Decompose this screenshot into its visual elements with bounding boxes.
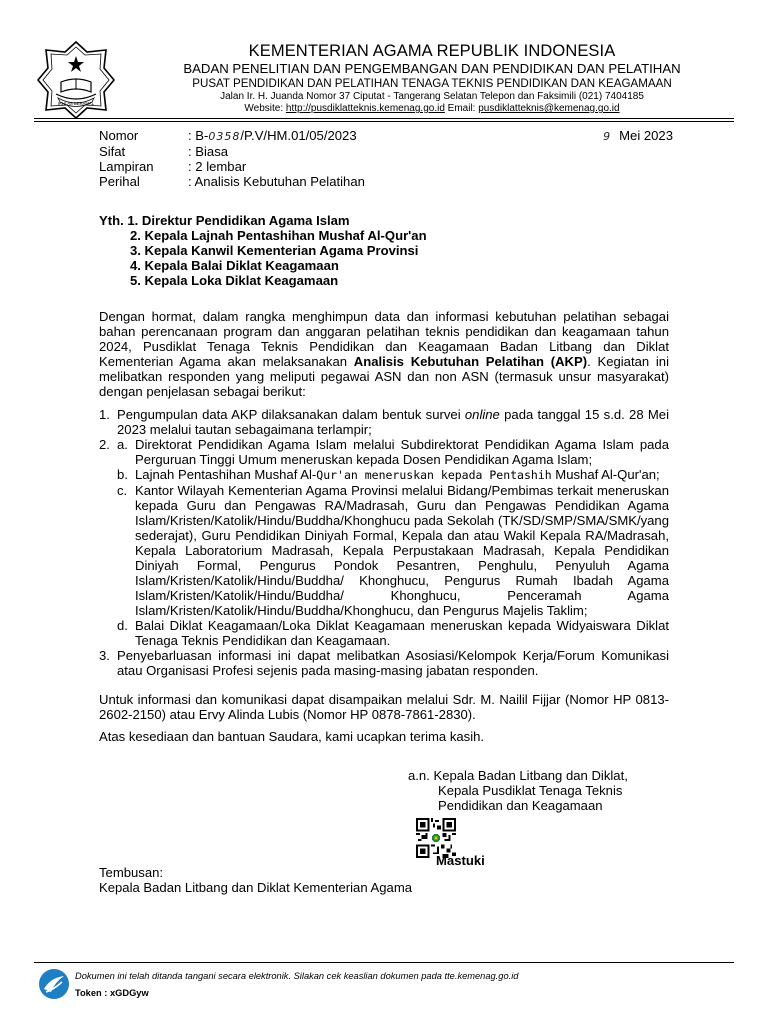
sub-item: b. Lajnah Pentashihan Mushaf Al-Qur'an meneruskan kepada Pentashih Mushaf Al-Qur'an;	[117, 467, 660, 482]
header-rule-thin	[34, 121, 734, 122]
perihal-value: : Analisis Kebutuhan Pelatihan	[188, 174, 365, 189]
addressee-item: 4. Kepala Balai Diklat Keagamaan	[130, 258, 339, 273]
sifat-value: : Biasa	[188, 144, 229, 159]
ministry-name: KEMENTERIAN AGAMA REPUBLIK INDONESIA	[248, 42, 616, 60]
kemenag-logo	[34, 38, 118, 122]
agency-name: BADAN PENELITIAN DAN PENGEMBANGAN DAN PENDIDIKAN DAN PELATIHAN	[183, 61, 681, 76]
perihal-row	[99, 174, 399, 189]
intro-paragraph: Dengan hormat, dalam rangka menghimpun data dan informasi kebutuhan pelatihan sebagai bahan perencanaan program dan anggaran pelatihan teknis pendidikan dan keagamaan tahun 2024, Pusdiklat Tenaga Teknis Pendidikan dan Keagamaan Badan Litbang dan Diklat Kementerian Agama akan melaksanakan Analisis Kebutuhan Pelatihan (AKP). Kegiatan ini melibatkan responden yang meliputi pegawai ASN dan non ASN (termasuk unsur masyarakat) dengan penjelasan sebagai berikut:	[99, 309, 669, 399]
contact-line	[122, 103, 742, 114]
nomor-handwritten: 0358	[208, 130, 241, 143]
website-label: Website:	[244, 103, 286, 114]
cc-recipient: Kepala Badan Litbang dan Diklat Kementerian Agama	[99, 880, 413, 895]
logo-caption: IKHLAS BERAMAL	[57, 101, 95, 106]
signature-line: Kepala Pusdiklat Tenaga Teknis	[438, 783, 623, 798]
center-name: PUSAT PENDIDIKAN DAN PELATIHAN TENAGA TEKNIS PENDIDIKAN DAN KEAGAMAAN	[192, 77, 672, 90]
letter-date: 9 Mei 2023	[603, 128, 673, 143]
signature-block	[408, 768, 628, 813]
office-address: Jalan Ir. H. Juanda Nomor 37 Ciputat - Tangerang Selatan Telepon dan Faksimili (021) 7404185	[220, 91, 644, 102]
sub-item: a. Direktorat Pendidikan Agama Islam melalui Subdirektorat Pendidikan Agama Islam pada Perguruan Tinggi Umum meneruskan kepada Dosen Pendidikan Agama Islam;	[117, 437, 669, 467]
verification-token: Token : xGDGyw	[75, 988, 149, 998]
email-link[interactable]: pusdiklatteknis@kemenag.go.id	[478, 103, 620, 114]
nomor-label: Nomor	[99, 128, 139, 143]
addressee-item: 2. Kepala Lajnah Pentashihan Mushaf Al-Qur'an	[130, 228, 427, 243]
addressee-item: 5. Kepala Loka Diklat Keagamaan	[130, 273, 339, 288]
sub-item: d. Balai Diklat Keagamaan/Loka Diklat Keagamaan meneruskan kepada Widyaiswara Diklat Tenaga Teknis Pendidikan dan Keagamaan.	[117, 618, 669, 648]
signature-line: a.n. Kepala Badan Litbang dan Diklat,	[408, 768, 628, 783]
cc-label: Tembusan:	[99, 865, 164, 880]
website-link[interactable]: http://pusdiklatteknis.kemenag.go.id	[285, 103, 445, 114]
sifat-row	[99, 144, 399, 159]
cc-block	[99, 865, 412, 895]
instruction-list	[99, 407, 669, 678]
lampiran-row	[99, 159, 399, 174]
nomor-row	[99, 128, 399, 143]
contact-paragraph: Untuk informasi dan komunikasi dapat disampaikan melalui Sdr. M. Nailil Fijjar (Nomor HP 0813-2602-2150) atau Ervy Alinda Lubis (Nomor HP 0878-7861-2830).	[99, 692, 669, 722]
akp-emphasis: Analisis Kebutuhan Pelatihan (AKP)	[353, 354, 588, 369]
header-rule-thick	[34, 118, 734, 119]
lampiran-value: : 2 lembar	[188, 159, 247, 174]
signature-line: Pendidikan dan Keagamaan	[438, 798, 603, 813]
sifat-label: Sifat	[99, 144, 126, 159]
bsre-logo-icon	[38, 968, 70, 1000]
e-signature-note: Dokumen ini telah ditanda tangani secara elektronik. Silakan cek keaslian dokumen pada tte.kemenag.go.id	[75, 971, 519, 981]
closing-paragraph: Atas kesediaan dan bantuan Saudara, kami ucapkan terima kasih.	[99, 729, 485, 744]
list-item: 3. Penyebarluasan informasi ini dapat melibatkan Asosiasi/Kelompok Kerja/Forum Komunikasi atau Organisasi Profesi sejenis pada masing-masing jabatan responden.	[99, 648, 669, 678]
list-item: 1. Pengumpulan data AKP dilaksanakan dalam bentuk survei online pada tanggal 15 s.d. 28 Mei 2023 melalui tautan sebagaimana terlampir;	[99, 407, 669, 437]
addressee-item: Yth. 1. Direktur Pendidikan Agama Islam	[99, 213, 350, 228]
sub-item: c. Kantor Wilayah Kementerian Agama Provinsi melalui Bidang/Pembimas terkait meneruskan kepada Guru dan Pengawas RA/Madrasah, Guru dan Pengawas Pendidikan Agama Islam/Kristen/Katolik/Hindu/Buddha/Khonghucu pada Sekolah (TK/SD/SMP/SMA/SMK/yang sederajat), Guru Pendidikan Diniyah Formal, Kepala dan atau Wakil Kepala RA/Madrasah, Kepala Laboratorium Madrasah, Kepala Perpustakaan Madrasah, Kepala Pendidikan Diniyah Formal, Pengurus Pondok Pesantren, Penghulu, Penyuluh Agama Islam/Kristen/Katolik/Hindu/Buddha/ Khonghucu, Pengurus Rumah Ibadah Agama Islam/Kristen/Katolik/Hindu/Buddha/ Khonghucu, Penceramah Agama Islam/Kristen/Katolik/Hindu/Buddha/Khonghucu, dan Pengurus Majelis Taklim;	[117, 483, 669, 618]
addressee-item: 3. Kepala Kanwil Kementerian Agama Provinsi	[130, 243, 419, 258]
date-handwritten: 9	[603, 130, 612, 143]
signature-qr-code	[416, 818, 456, 858]
signer-name: Mastuki	[436, 853, 485, 868]
lampiran-label: Lampiran	[99, 159, 154, 174]
addressee-list	[99, 213, 427, 288]
footer-rule	[34, 962, 734, 963]
list-item: 2. a. Direktorat Pendidikan Agama Islam melalui Subdirektorat Pendidikan Agama Islam pada Perguruan Tinggi Umum meneruskan kepada Dosen Pendidikan Agama Islam; b. Lajnah Pentashihan Mushaf Al-Qur'an meneruskan kepada Pentashih Mushaf Al-Qur'an; c. Kantor Wilayah Kementerian Agama Provinsi melalui Bidang/Pembimas terkait meneruskan kepada Guru dan Pengawas RA/Madrasah, Guru dan Pengawas Pendidikan Agama Islam/Kristen/Katolik/Hindu/Buddha/Khonghucu pada Sekolah (TK/SD/SMP/SMA/SMK/yang sederajat), Guru Pendidikan Diniyah Formal, Kepala dan atau Wakil Kepala RA/Madrasah, Kepala Laboratorium Madrasah, Kepala Perpustakaan Madrasah, Kepala Pendidikan Diniyah Formal, Pengurus Pondok Pesantren, Penghulu, Penyuluh Agama Islam/Kristen/Katolik/Hindu/Buddha/ Khonghucu, Pengurus Rumah Ibadah Agama Islam/Kristen/Katolik/Hindu/Buddha/ Khonghucu, Penceramah Agama Islam/Kristen/Katolik/Hindu/Buddha/Khonghucu, dan Pengurus Majelis Taklim; d. Balai Diklat Keagamaan/Loka Diklat Keagamaan meneruskan kepada Widyaiswara Diklat Tenaga Teknis Pendidikan dan Keagamaan.	[99, 437, 669, 648]
perihal-label: Perihal	[99, 174, 140, 189]
nomor-value: : B-0358/P.V/HM.01/05/2023	[188, 128, 357, 143]
email-label: Email:	[444, 103, 479, 114]
